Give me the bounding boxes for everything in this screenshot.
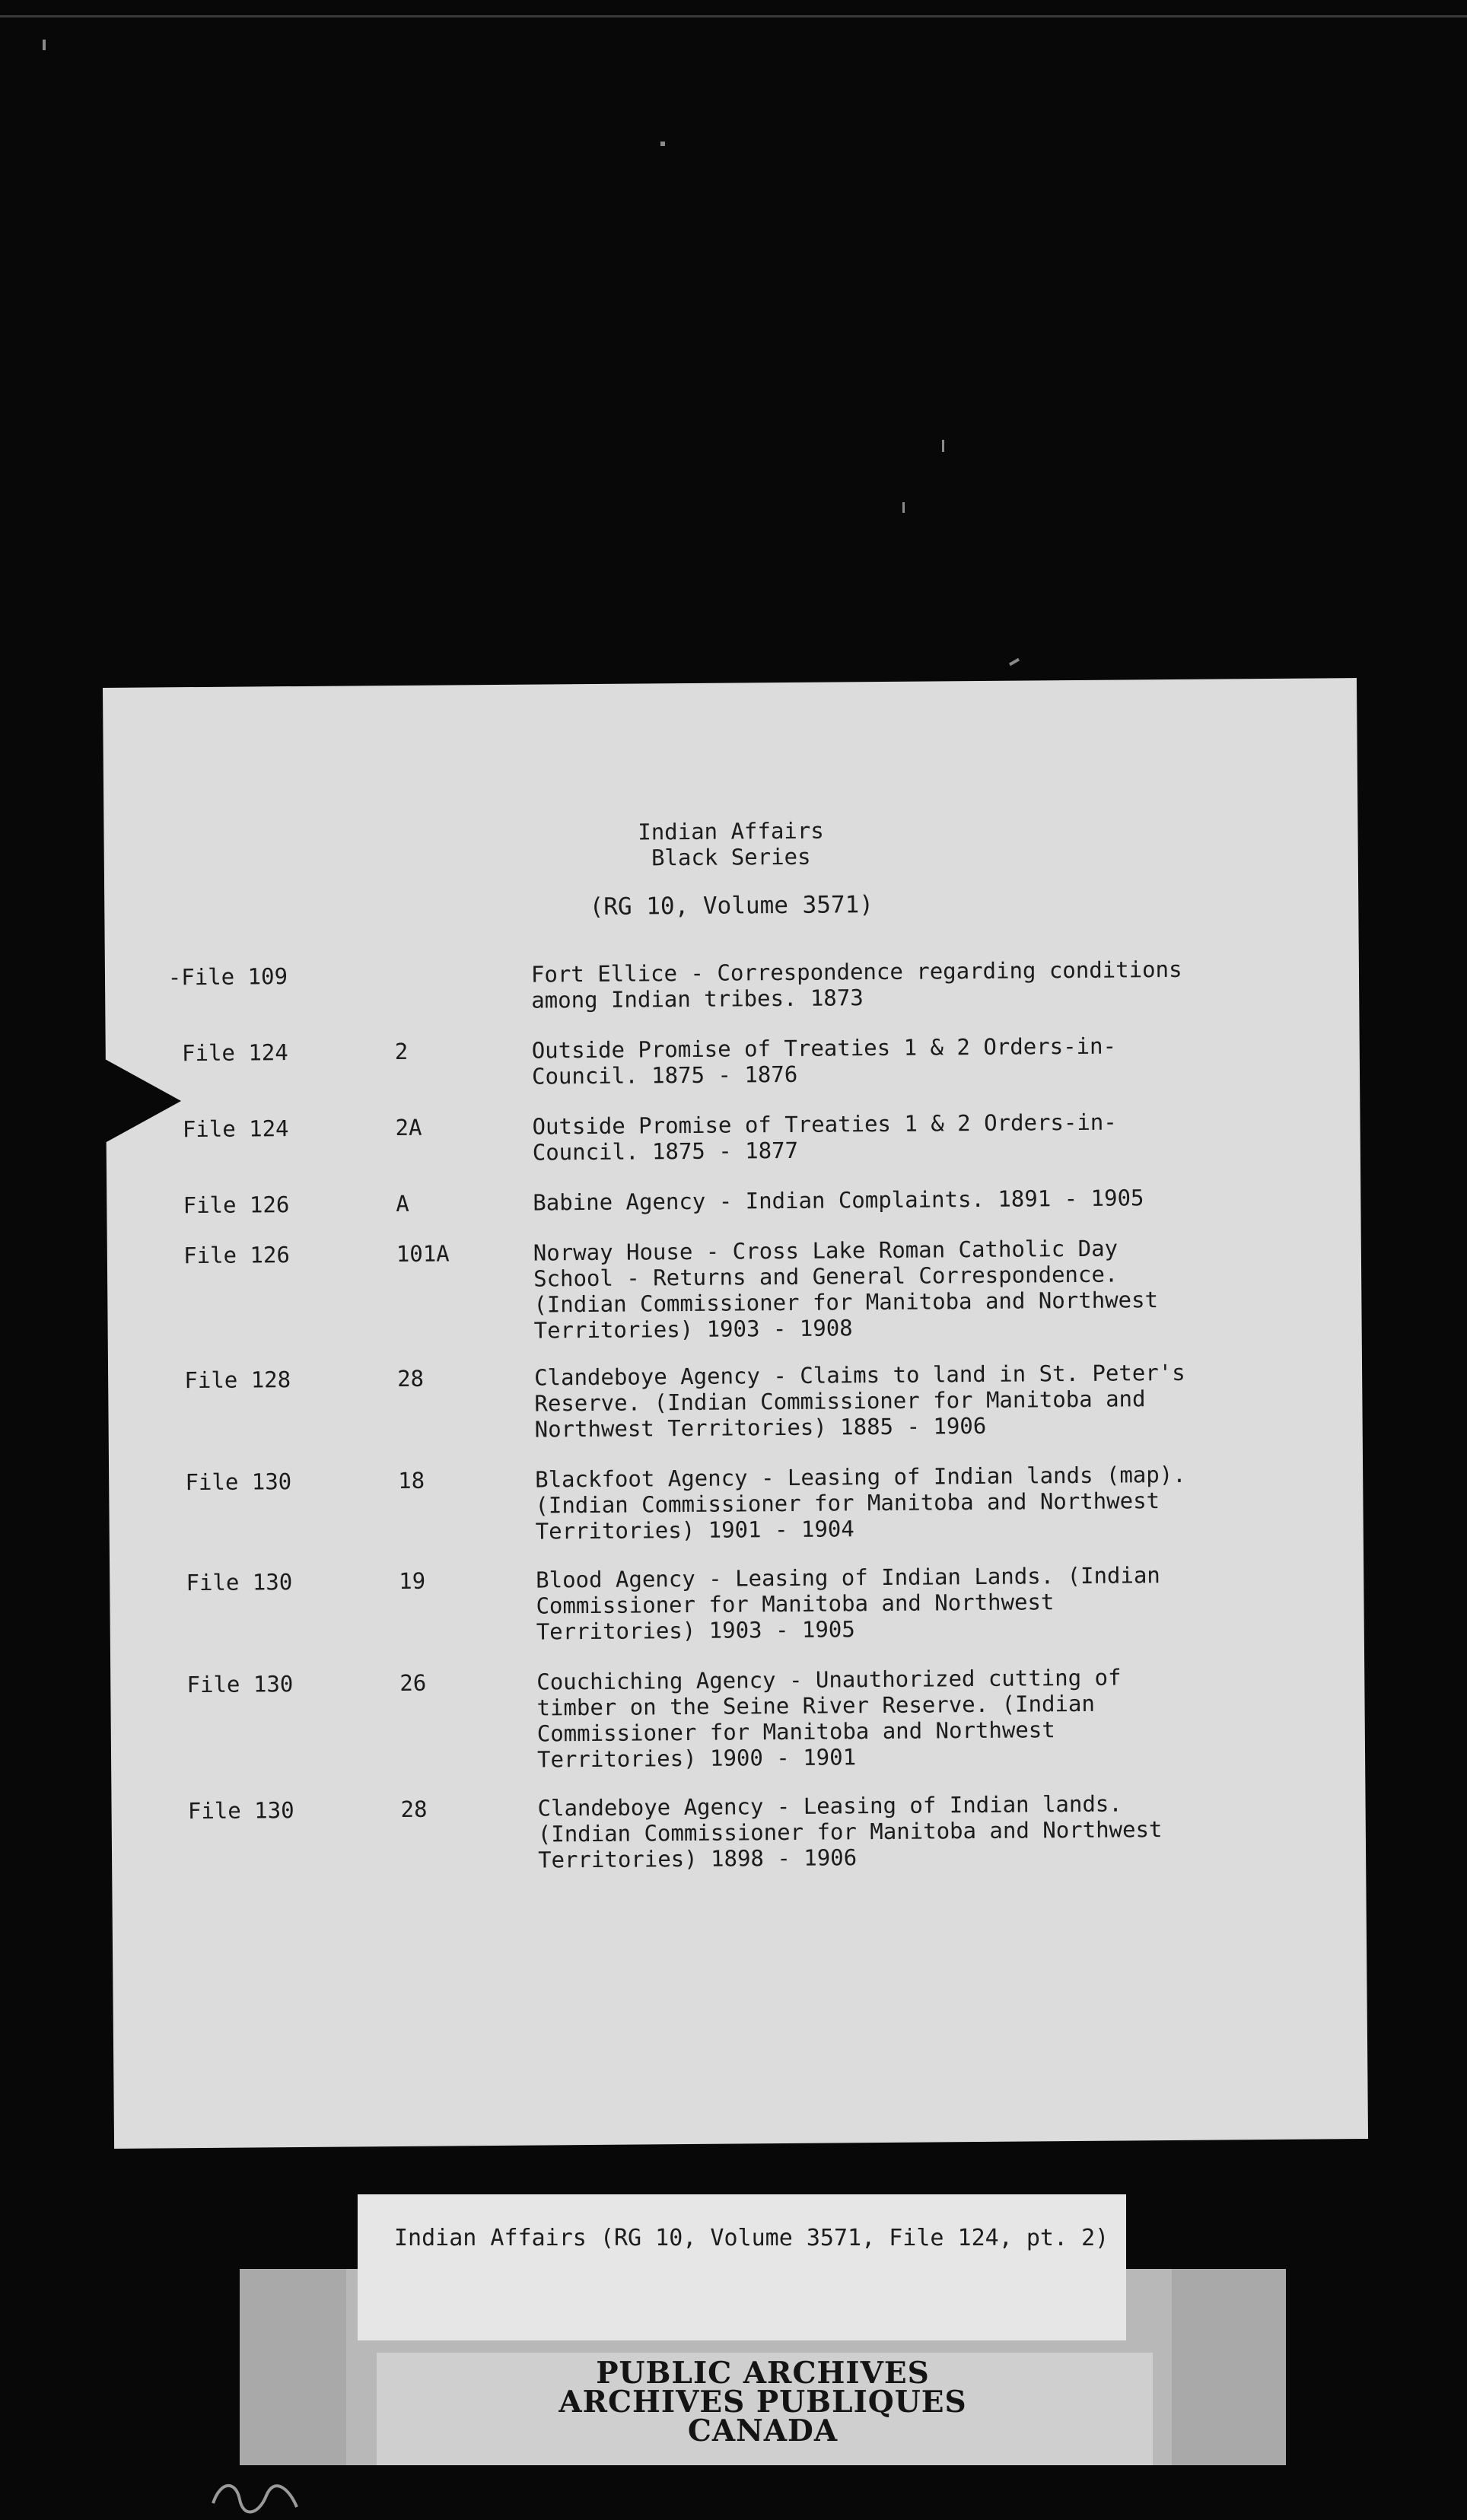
- file-part: 18: [398, 1467, 425, 1494]
- handwritten-mark: [205, 2473, 327, 2518]
- dust-speck: [942, 440, 944, 452]
- file-part: 2A: [395, 1114, 422, 1141]
- file-part: 28: [400, 1796, 428, 1822]
- file-slip: [358, 2194, 1126, 2340]
- document-page: [103, 678, 1368, 2149]
- file-entry: [110, 1662, 1364, 1773]
- file-number: -File 109: [167, 963, 288, 991]
- file-entry: [107, 1233, 1361, 1344]
- file-part: A: [396, 1190, 409, 1217]
- file-entry: [110, 1561, 1364, 1645]
- file-description: Babine Agency - Indian Complaints. 1891 - 1905: [533, 1185, 1144, 1216]
- file-description: Blackfoot Agency - Leasing of Indian lands (map). (Indian Commissioner for Manitoba and Northwest Territories) 1901 - 1904: [535, 1461, 1186, 1545]
- file-description: Norway House - Cross Lake Roman Catholic Day School - Returns and General Correspondence. (Indian Commissioner for Manitoba and Northwest Territories) 1903 - 1908: [533, 1235, 1159, 1344]
- dust-speck: [1009, 658, 1020, 666]
- file-part: 2: [394, 1038, 409, 1065]
- file-description: Outside Promise of Treaties 1 & 2 Orders-in- Council. 1875 - 1876: [531, 1032, 1117, 1090]
- file-number: File 124: [182, 1115, 289, 1143]
- file-entry: [111, 1789, 1365, 1873]
- archive-stamp-line-3: CANADA: [687, 2413, 839, 2448]
- file-number: File 130: [186, 1569, 293, 1596]
- file-entry: [106, 1107, 1360, 1166]
- slip-label: Indian Affairs (RG 10, Volume 3571, File 124, pt. 2): [394, 2225, 1109, 2251]
- document-reference: (RG 10, Volume 3571): [589, 891, 874, 921]
- file-description: Clandeboye Agency - Claims to land in St. Peter's Reserve. (Indian Commissioner for Manitoba and Northwest Territories) 1885 - 1906: [534, 1359, 1185, 1443]
- file-number: File 130: [187, 1797, 294, 1825]
- file-part: 101A: [396, 1240, 450, 1267]
- file-number: File 126: [183, 1192, 290, 1219]
- file-number: File 128: [184, 1367, 291, 1394]
- document-title: Indian Affairs: [638, 817, 824, 845]
- dust-speck: [43, 40, 46, 50]
- file-entry: [106, 1031, 1360, 1090]
- file-description: Blood Agency - Leasing of Indian Lands. (Indian Commissioner for Manitoba and Northwest Territories) 1903 - 1905: [536, 1562, 1160, 1645]
- file-number: File 124: [181, 1039, 288, 1067]
- file-description: Outside Promise of Treaties 1 & 2 Orders-in- Council. 1875 - 1877: [532, 1109, 1117, 1166]
- file-part: 26: [399, 1669, 427, 1696]
- file-entry: [107, 1183, 1360, 1219]
- file-entry: [108, 1358, 1362, 1443]
- document-subtitle: Black Series: [651, 843, 811, 871]
- file-part: 28: [397, 1365, 425, 1392]
- file-entry: [109, 1460, 1363, 1545]
- file-description: Clandeboye Agency - Leasing of Indian lands. (Indian Commissioner for Manitoba and Northwest Territories) 1898 - 1906: [537, 1790, 1163, 1873]
- archive-stamp-line-1: PUBLIC ARCHIVES: [596, 2356, 930, 2391]
- page-edge-notch: [105, 1059, 181, 1143]
- file-number: File 130: [186, 1671, 294, 1698]
- file-entry: [105, 955, 1359, 1013]
- dust-speck: [902, 502, 905, 513]
- file-number: File 126: [183, 1242, 290, 1269]
- dust-speck: [660, 142, 665, 146]
- file-description: Fort Ellice - Correspondence regarding conditions among Indian tribes. 1873: [530, 956, 1182, 1013]
- film-edge-line: [0, 15, 1467, 18]
- archive-stamp-line-2: ARCHIVES PUBLIQUES: [558, 2385, 967, 2420]
- file-number: File 130: [185, 1468, 292, 1496]
- file-description: Couchiching Agency - Unauthorized cutting of timber on the Seine River Reserve. (Indian Commissioner for Manitoba and Northwest Territories) 1900 - 1901: [536, 1664, 1122, 1773]
- file-part: 19: [399, 1567, 426, 1594]
